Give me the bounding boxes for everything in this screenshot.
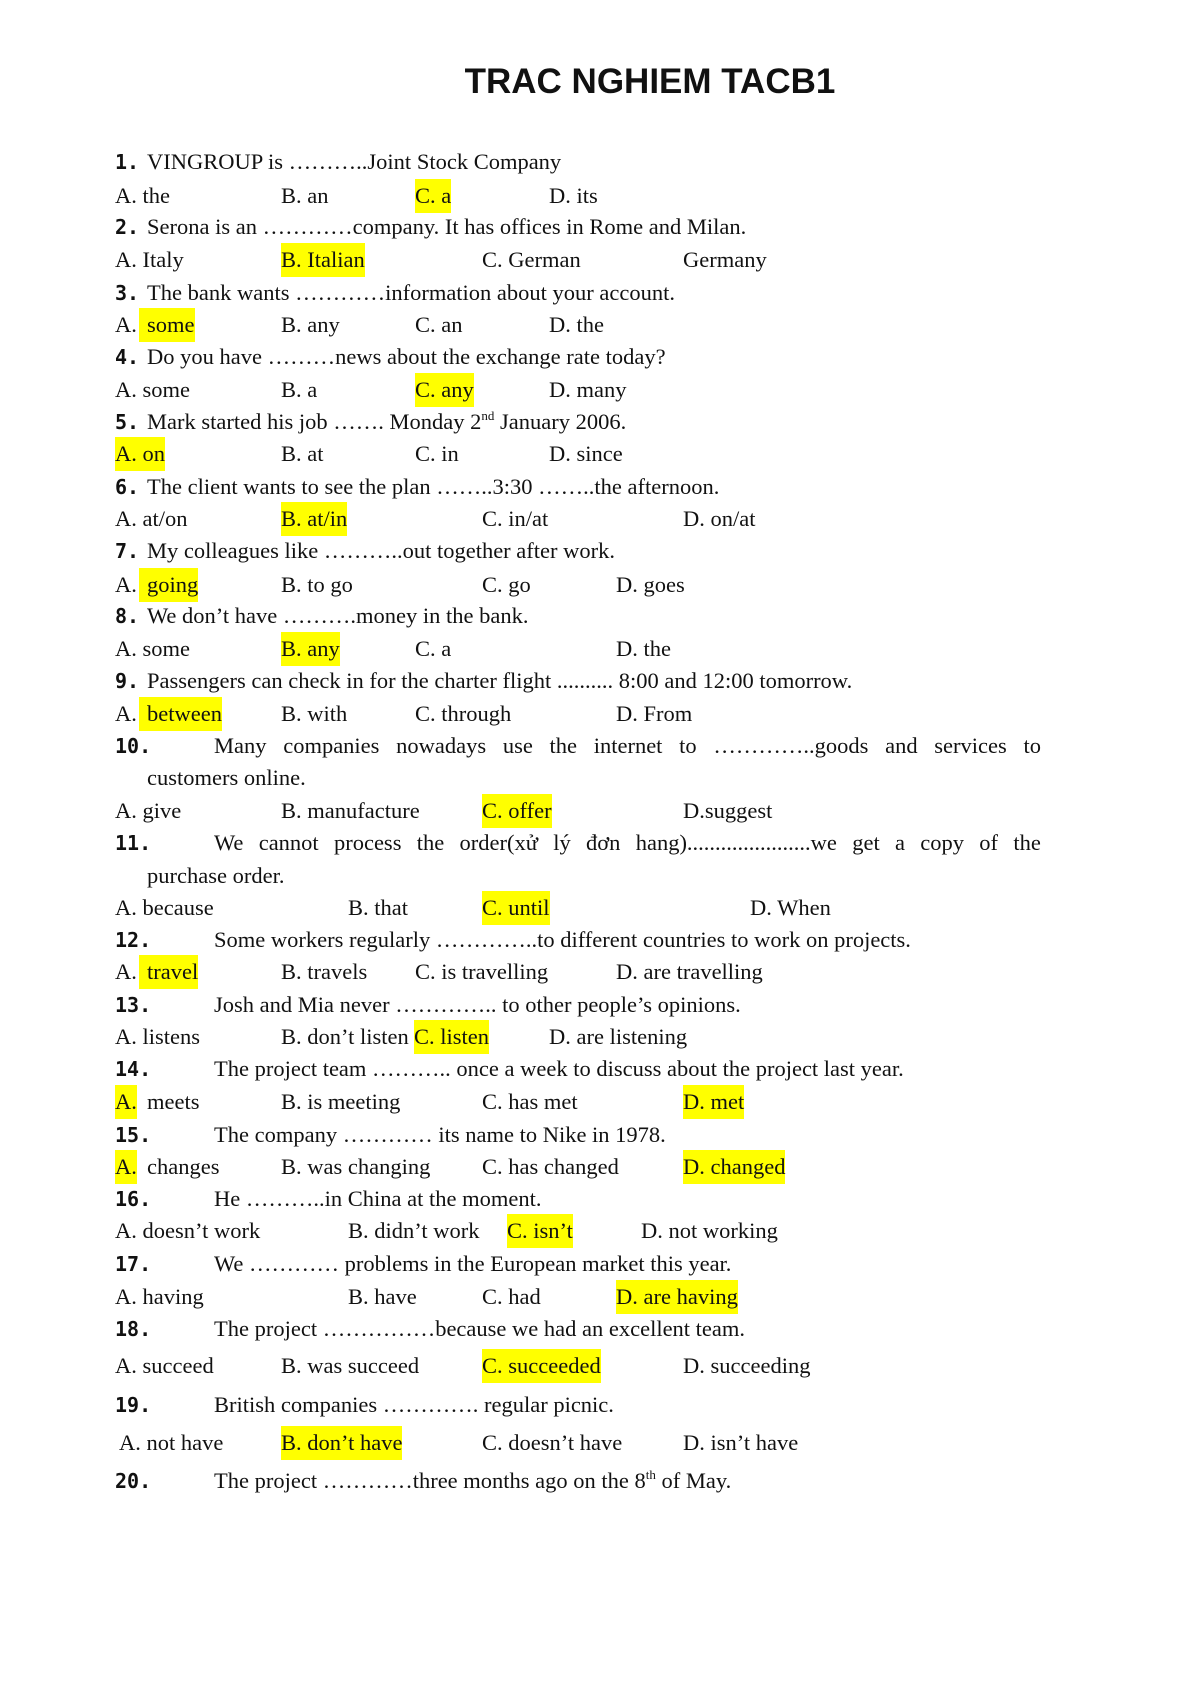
option-d: D. the [549,312,604,337]
question-5 [0,405,1200,439]
options-10 [0,794,1200,828]
question-number: 11. [115,831,152,855]
question-text: My colleagues like ………..out together after work. [147,538,615,563]
options-5 [0,437,1200,471]
question-10 [0,729,1200,763]
option-d: D. succeeding [683,1353,811,1378]
question-14 [0,1052,1200,1086]
question-text-continuation: purchase order. [147,863,285,888]
options-15 [0,1150,1200,1184]
question-number: 5. [115,410,140,434]
option-b: B. don’t listen [281,1024,409,1049]
option-d: Germany [683,247,767,272]
option-c: C. a [415,636,452,661]
options-18 [0,1349,1200,1383]
option-b-highlighted: B. at/in [281,502,347,536]
question-17 [0,1247,1200,1281]
options-17 [0,1280,1200,1314]
question-text: We ………… problems in the European market this year. [214,1251,732,1276]
options-3 [0,308,1200,342]
option-c: C. has met [482,1089,578,1114]
question-3 [0,276,1200,310]
question-text: The bank wants …………information about your account. [147,280,676,305]
question-number: 20. [115,1469,152,1493]
question-number: 10. [115,734,152,758]
option-b: B. to go [281,572,353,597]
option-b: B. was changing [281,1154,431,1179]
question-number: 14. [115,1057,152,1081]
option-b: B. have [348,1284,417,1309]
question-text-continuation: customers online. [147,765,306,790]
option-a: A. give [115,798,182,823]
option-b: B. travels [281,959,368,984]
option-d: D. When [750,895,831,920]
option-d: D. on/at [683,506,756,531]
option-b: B. any [281,312,340,337]
options-7 [0,568,1200,602]
option-b: B. a [281,377,318,402]
question-text: Serona is an …………company. It has offices in Rome and Milan. [147,214,747,239]
question-text: The project team ……….. once a week to discuss about the project last year. [214,1056,904,1081]
question-number: 15. [115,1123,152,1147]
option-d: D. the [616,636,671,661]
option-c: C. is travelling [415,959,549,984]
option-c: C. doesn’t have [482,1430,623,1455]
question-number: 8. [115,604,140,628]
options-11 [0,891,1200,925]
option-a: A. at/on [115,506,188,531]
option-b: B. didn’t work [348,1218,480,1243]
options-16 [0,1214,1200,1248]
options-1 [0,179,1200,213]
options-6 [0,502,1200,536]
question-text: He ………..in China at the moment. [214,1186,542,1211]
option-a-label: A. [115,312,137,337]
question-19 [0,1388,1200,1422]
question-1 [0,145,1200,179]
option-d-highlighted: D. are having [616,1280,738,1314]
option-c: C. has changed [482,1154,619,1179]
question-text: Do you have ………news about the exchange rate today? [147,344,666,369]
question-7 [0,534,1200,568]
option-d: D. are listening [549,1024,688,1049]
question-number: 16. [115,1187,152,1211]
option-a: A. succeed [115,1353,214,1378]
question-12 [0,923,1200,957]
options-4 [0,373,1200,407]
question-15 [0,1118,1200,1152]
option-a-highlighted: some [139,308,195,342]
question-text: British companies …………. regular picnic. [214,1392,614,1417]
option-d: D. since [549,441,623,466]
options-14 [0,1085,1200,1119]
option-a-label: A. [115,572,137,597]
question-18 [0,1312,1200,1346]
option-c-highlighted: C. offer [482,794,552,828]
question-number: 13. [115,993,152,1017]
option-a: A. some [115,377,190,402]
question-11-continuation [0,859,1200,893]
option-c-highlighted: C. listen [414,1020,489,1054]
question-text: Many companies nowadays use the internet to …………..goods and services to [214,733,1041,758]
option-a-highlighted: between [139,697,222,731]
option-a: A. doesn’t work [115,1218,261,1243]
question-2 [0,210,1200,244]
question-number: 19. [115,1393,152,1417]
question-text: The project …………three months ago on the 8th of May. [214,1467,732,1493]
question-10-continuation [0,761,1200,795]
option-b: B. an [281,183,329,208]
option-c: C. an [415,312,463,337]
question-20 [0,1464,1200,1498]
question-13 [0,988,1200,1022]
question-text: Some workers regularly …………..to different countries to work on projects. [214,927,911,952]
option-a-highlighted: going [139,568,198,602]
option-a: changes [147,1154,220,1179]
option-b: B. manufacture [281,798,420,823]
option-d-highlighted: D. met [683,1085,744,1119]
question-text: Passengers can check in for the charter flight .......... 8:00 and 12:00 tomorrow. [147,668,853,693]
option-c-highlighted: C. isn’t [507,1214,573,1248]
option-a-highlighted: A. on [115,437,165,471]
option-b: B. is meeting [281,1089,401,1114]
option-a: A. not have [119,1430,224,1455]
option-d: D. its [549,183,598,208]
question-number: 1. [115,150,140,174]
option-d: D. not working [641,1218,778,1243]
question-11 [0,826,1200,860]
options-13 [0,1020,1200,1054]
page-title: TRAC NGHIEM TACB1 [464,62,836,101]
option-c-highlighted: C. until [482,891,550,925]
option-d: D. From [616,701,693,726]
question-number: 6. [115,475,140,499]
question-text: The project ……………because we had an excellent team. [214,1316,746,1341]
options-8 [0,632,1200,666]
option-a-label: A. [115,701,137,726]
options-12 [0,955,1200,989]
option-a: A. some [115,636,190,661]
option-a: A. because [115,895,214,920]
options-19 [0,1426,1200,1460]
option-d: D.suggest [683,798,773,823]
question-16 [0,1182,1200,1216]
option-c: C. in/at [482,506,549,531]
option-a: A. listens [115,1024,201,1049]
option-b: B. that [348,895,408,920]
option-a: meets [147,1089,200,1114]
option-b-highlighted: B. any [281,632,340,666]
option-c-highlighted: C. succeeded [482,1349,601,1383]
question-number: 4. [115,345,140,369]
question-number: 3. [115,281,140,305]
question-text: Mark started his job ……. Monday 2nd January 2006. [147,408,627,434]
option-c-highlighted: C. a [415,179,451,213]
question-8 [0,599,1200,633]
option-d: D. isn’t have [683,1430,799,1455]
option-b: B. with [281,701,348,726]
option-c: C. through [415,701,512,726]
options-2 [0,243,1200,277]
option-c: C. German [482,247,581,272]
question-number: 2. [115,215,140,239]
question-number: 9. [115,669,140,693]
option-d: D. many [549,377,627,402]
option-a-label: A. [115,959,137,984]
option-b-highlighted: B. don’t have [281,1426,402,1460]
option-d-highlighted: D. changed [683,1150,785,1184]
option-c: C. had [482,1284,541,1309]
option-b-highlighted: B. Italian [281,243,365,277]
options-9 [0,697,1200,731]
option-a: A. the [115,183,170,208]
question-text: The company ………… its name to Nike in 1978. [214,1122,666,1147]
option-a-label-highlighted: A. [115,1085,137,1119]
question-text: VINGROUP is ………..Joint Stock Company [147,149,562,174]
option-a: A. having [115,1284,204,1309]
question-number: 12. [115,928,152,952]
option-a: A. Italy [115,247,184,272]
question-number: 18. [115,1317,152,1341]
question-text: The client wants to see the plan ……..3:30 ……..the afternoon. [147,474,720,499]
question-text: We cannot process the order(xử lý đơn hang)......................we get a copy of the [214,830,1041,855]
option-d: D. goes [616,572,685,597]
option-c: C. go [482,572,531,597]
question-number: 17. [115,1252,152,1276]
question-4 [0,340,1200,374]
question-9 [0,664,1200,698]
question-number: 7. [115,539,140,563]
question-text: Josh and Mia never ………….. to other people’s opinions. [214,992,741,1017]
option-a-label-highlighted: A. [115,1150,137,1184]
option-b: B. was succeed [281,1353,420,1378]
option-c: C. in [415,441,459,466]
question-6 [0,470,1200,504]
option-c-highlighted: C. any [415,373,474,407]
question-text: We don’t have ……….money in the bank. [147,603,529,628]
option-a-highlighted: travel [139,955,198,989]
option-b: B. at [281,441,324,466]
option-d: D. are travelling [616,959,763,984]
